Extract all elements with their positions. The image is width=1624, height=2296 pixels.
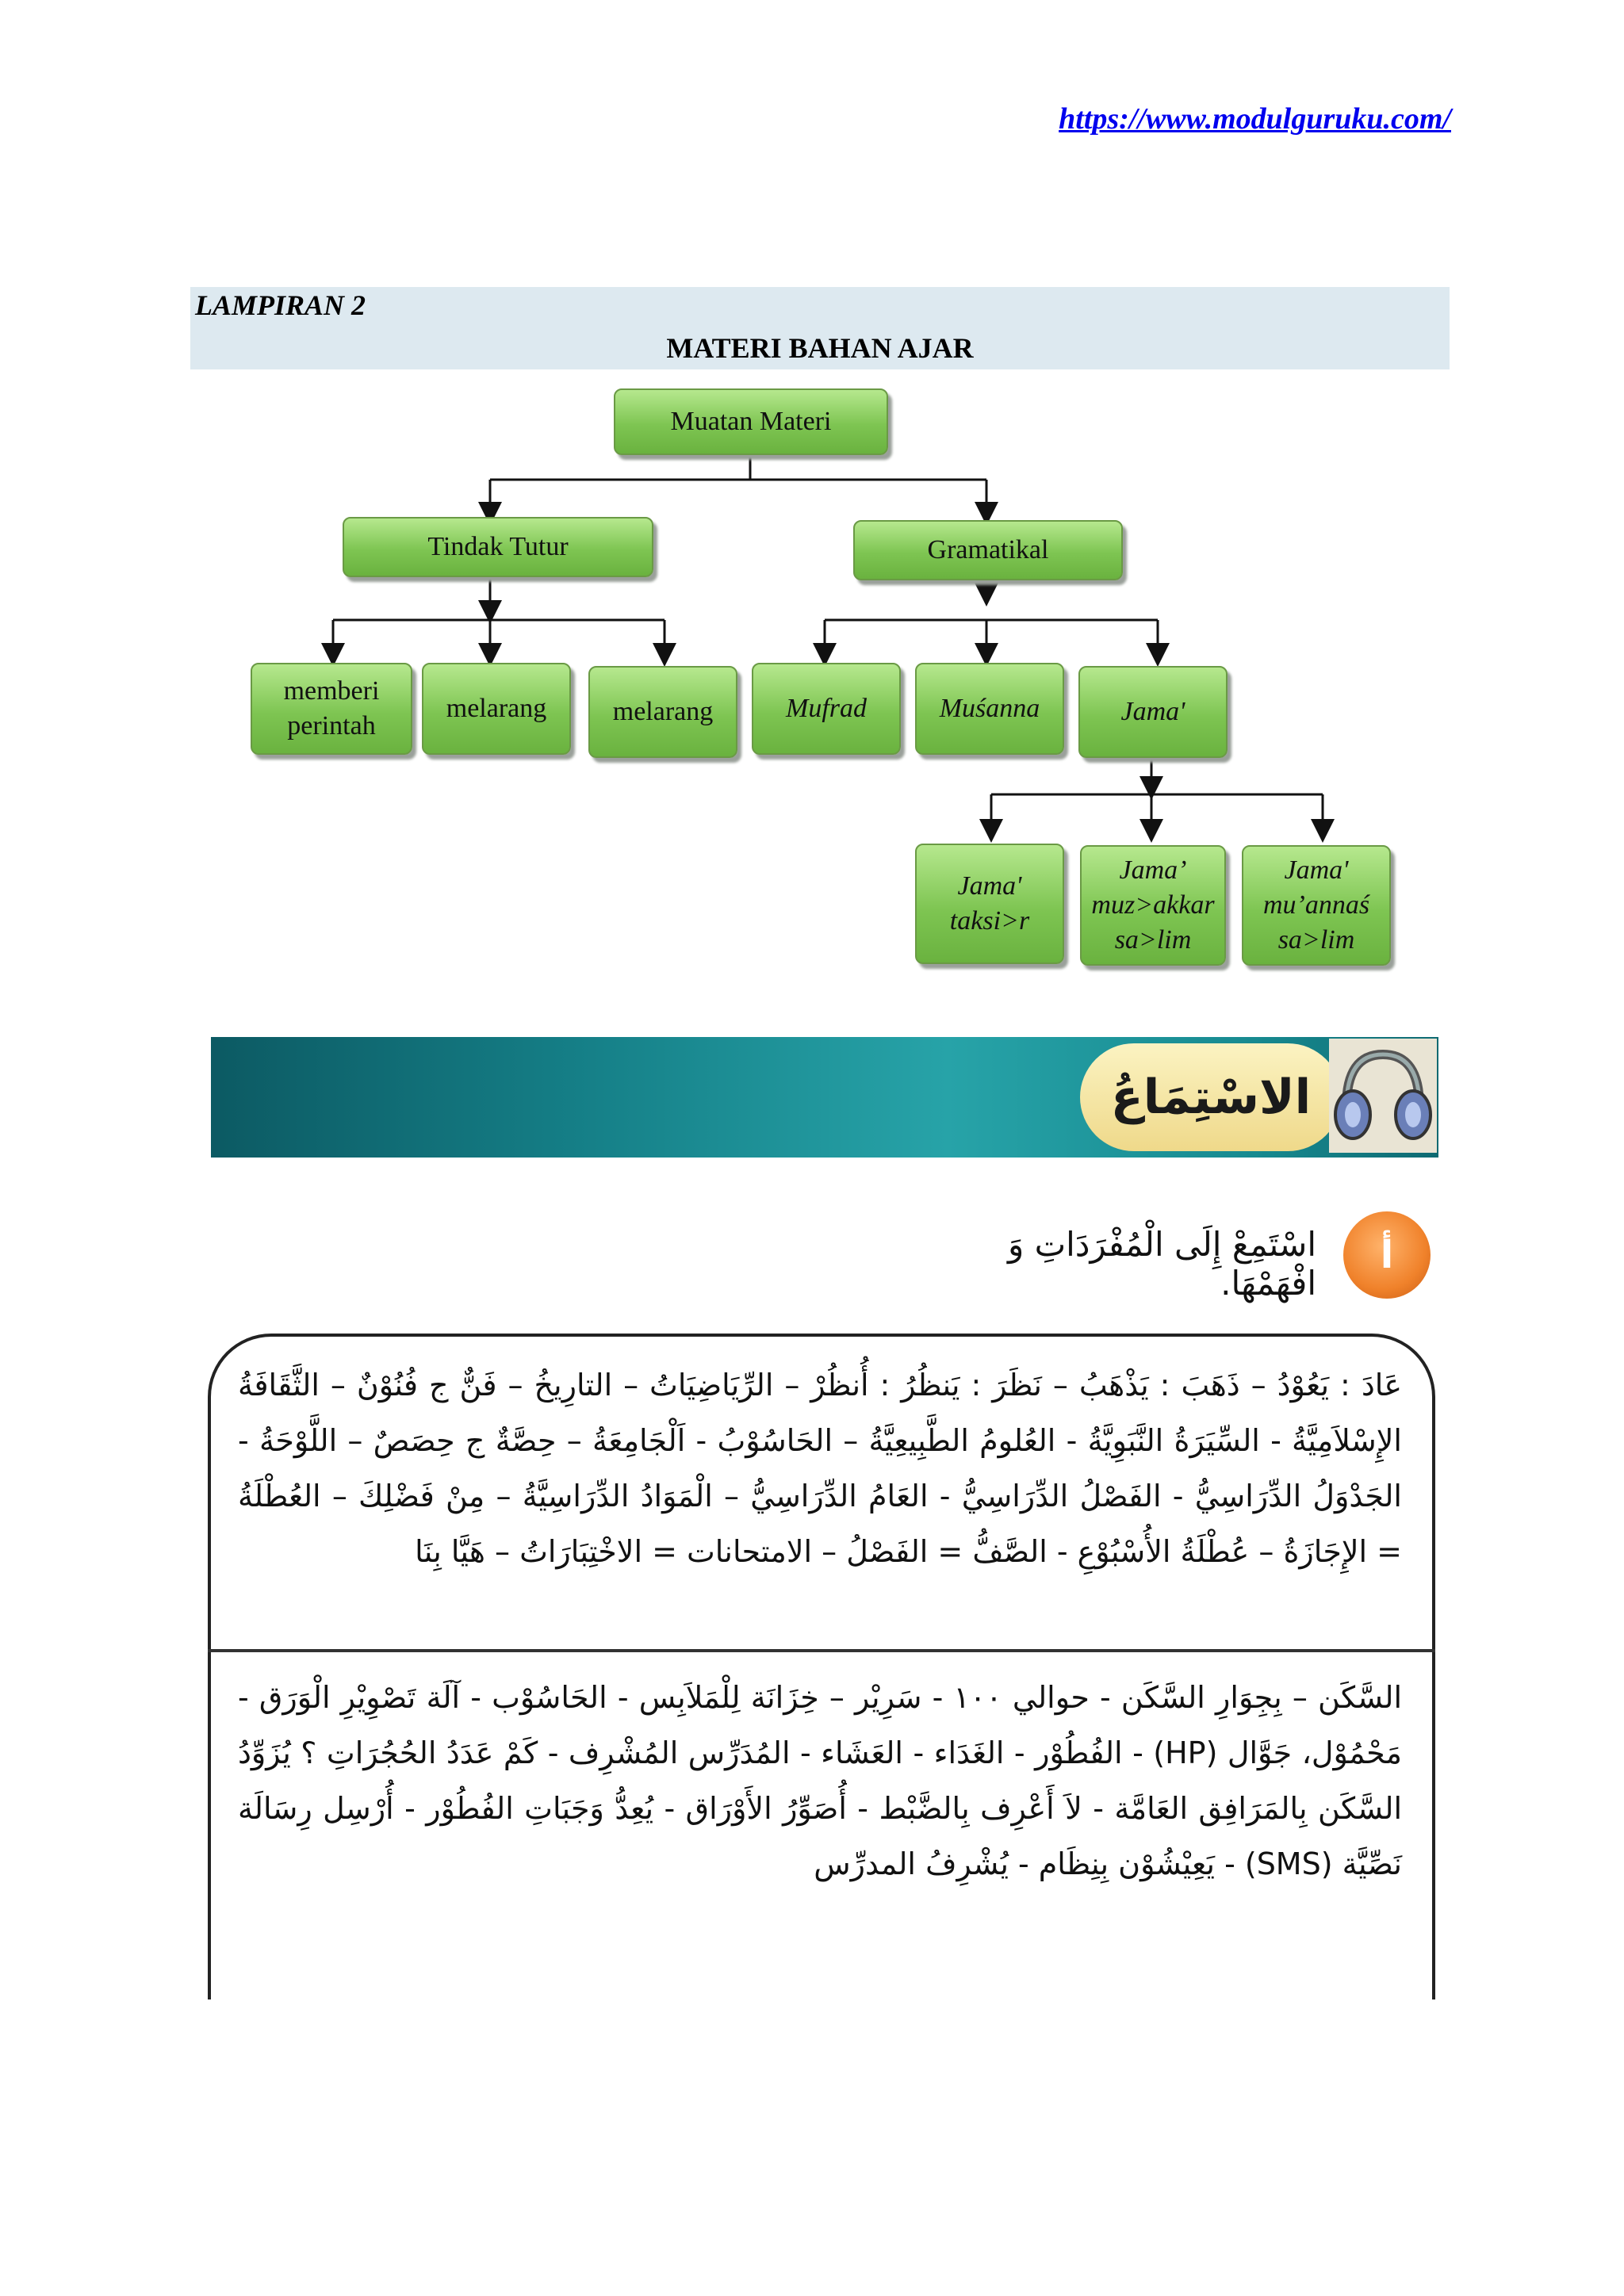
node-tindak-tutur: Tindak Tutur <box>343 517 653 577</box>
listening-title: الاسْتِمَاعُ <box>1080 1043 1342 1151</box>
node-melarang-1: melarang <box>422 663 571 755</box>
node-gramatikal: Gramatikal <box>853 520 1123 580</box>
vocabulary-divider <box>208 1649 1435 1652</box>
node-melarang-2: melarang <box>588 666 737 758</box>
instruction-text: اسْتَمِعْ إِلَى الْمُفْرَدَاتِ وَ افْهَمْهَا. <box>1007 1225 1316 1303</box>
appendix-label: LAMPIRAN 2 <box>195 289 366 321</box>
node-jama-taksir: Jama' taksi>r <box>915 844 1064 964</box>
node-memberi-perintah: memberi perintah <box>251 663 412 755</box>
vocabulary-block-1: عَادَ : يَعُوْدُ – ذَهَبَ : يَذْهَبُ – نَظَرَ : يَنظُرُ : أُنظُرْ – الرِّيَاضِيَاتُ – التارِيخُ – فَنٌّ ج فُنُوْنٌ – الثَّقَافَةُ الإِسْلاَمِيَّةُ - السِّيَرَةُ النَّبَوِيَّةُ - العُلومُ الطَّبِيعِيَّةُ – الحَاسُوْبُ - اَلْجَامِعَةُ – حِصَّةٌ ج حِصَصٌ – اللَّوْحَةُ - الجَدْوَلُ الدِّرَاسِيُّ - الفَصْلُ الدِّرَاسِيُّ - العَامُ الدِّرَاسِيُّ – الْمَوَادُ الدِّرَاسِيَّةُ – مِنْ فَضْلِكَ – العُطْلَةُ = الإِجَازَةُ – عُطْلَةُ الأُسْبُوْعِ - الصَّفُّ = الفَصْلُ – الامتحانات = الاخْتِبَارَاتُ – هَيَّا بِنَا <box>238 1368 1402 1569</box>
material-title: MATERI BAHAN AJAR <box>666 332 974 364</box>
node-muatan-materi: Muatan Materi <box>614 388 888 455</box>
section-badge-alif: أ <box>1343 1211 1431 1299</box>
node-jama-muannas-salim: Jama' mu’annaś sa>lim <box>1242 845 1391 966</box>
node-jama: Jama' <box>1078 666 1228 758</box>
node-musanna: Muśanna <box>915 663 1064 755</box>
headphones-icon <box>1329 1039 1437 1153</box>
website-url-link[interactable]: https://www.modulguruku.com/ <box>1059 102 1451 136</box>
vocabulary-block-2: السَّكَن – بِجِوَارِ السَّكَن - حوالي ١٠٠ - سَرِيْر – خِزَانَة لِلْمَلاَبِس - الحَاسُوْب - آلَة تَصْوِيْرِ الْوَرَق - مَحْمُوْل، جَوَّال (HP) - الفُطُوْر - الغَدَاء - العَشَاء - المُدَرِّس المُشْرِف - كَمْ عَدَدُ الحُجُرَاتِ ؟ يُزَوِّدُ السَّكَن بِالمَرَافِق العَامَّة - لاَ أَعْرِف بِالضَّبْط - أُصَوِّرُ الأَوْرَاق - يُعِدُّ وَجَبَاتِ الفُطُوْر - أُرْسِل رِسَالَة نَصِّيَّة (SMS) - يَعِيْشُوْن بِنِظَام - يُشْرِفُ المدرِّس <box>238 1680 1402 1881</box>
node-jama-muzakkar-salim: Jama’ muz>akkar sa>lim <box>1080 845 1226 966</box>
node-mufrad: Mufrad <box>752 663 901 755</box>
